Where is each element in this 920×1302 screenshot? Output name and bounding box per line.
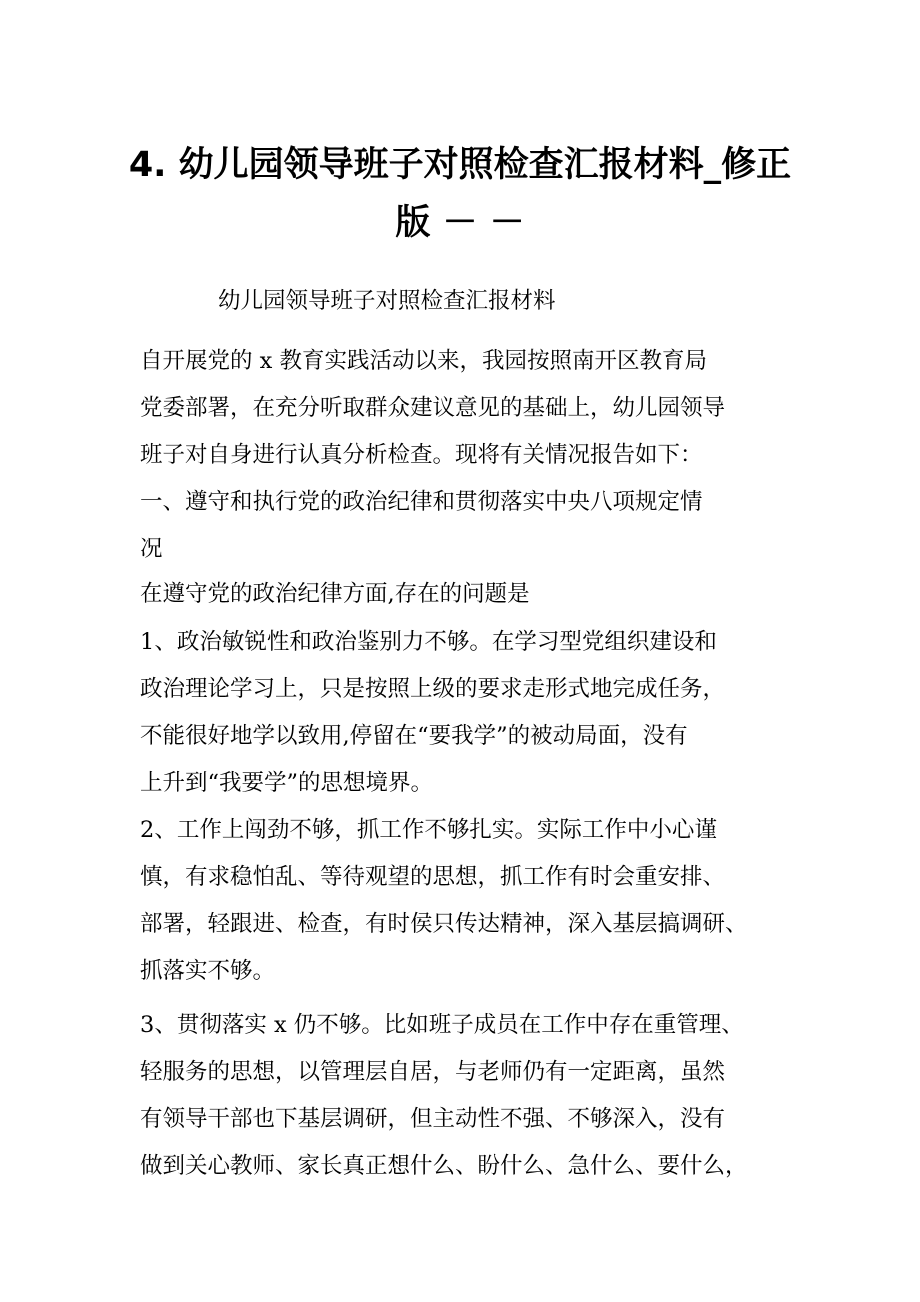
document-subtitle: 幼儿园领导班子对照检查汇报材料 bbox=[218, 288, 556, 314]
text-line: 2、工作上闯劲不够，抓工作不够扎实。实际工作中小心谨 bbox=[140, 817, 717, 843]
text-line: 1、政治敏锐性和政治鉴别力不够。在学习型党组织建设和 bbox=[140, 629, 717, 655]
text-line: 有领导干部也下基层调研，但主动性不强、不够深入，没有 bbox=[140, 1106, 726, 1132]
paragraph-issues-intro bbox=[140, 571, 790, 618]
text-line: 做到关心教师、家长真正想什么、盼什么、急什么、要什么， bbox=[140, 1153, 748, 1179]
text-line: 抓落实不够。 bbox=[140, 958, 276, 984]
text-line: 上升到“我要学”的思想境界。 bbox=[140, 770, 434, 796]
text-line: 不能很好地学以致用,停留在“要我学”的被动局面，没有 bbox=[140, 723, 688, 749]
text-line: 在遵守党的政治纪律方面,存在的问题是 bbox=[140, 581, 530, 607]
text-line: 轻服务的思想，以管理层自居，与老师仍有一定距离，虽然 bbox=[140, 1059, 726, 1085]
text-line: 政治理论学习上，只是按照上级的要求走形式地完成任务， bbox=[140, 676, 726, 702]
paragraph-item-1 bbox=[140, 619, 790, 807]
text-line: 自开展党的 x 教育实践活动以来，我园按照南开区教育局 bbox=[140, 348, 707, 374]
paragraph-item-2 bbox=[140, 807, 790, 995]
text-line: 慎，有求稳怕乱、等待观望的思想，抓工作有时会重安排、 bbox=[140, 864, 726, 890]
text-line: 一、遵守和执行党的政治纪律和贯彻落实中央八项规定情 bbox=[140, 489, 703, 515]
document-title-line-2: 版 － － bbox=[395, 203, 525, 243]
text-line: 班子对自身进行认真分析检查。现将有关情况报告如下： bbox=[140, 442, 703, 468]
text-line: 况 bbox=[140, 536, 163, 562]
text-line: 部署，轻跟进、检查，有时侯只传达精神，深入基层搞调研、 bbox=[140, 911, 748, 937]
paragraph-item-3 bbox=[140, 1002, 790, 1190]
document-title-line-1: 4. 幼儿园领导班子对照检查汇报材料_修正 bbox=[128, 145, 792, 185]
paragraph-intro bbox=[140, 338, 790, 479]
section-heading-1 bbox=[140, 479, 790, 573]
text-line: 3、贯彻落实 x 仍不够。比如班子成员在工作中存在重管理、 bbox=[140, 1012, 744, 1038]
text-line: 党委部署，在充分听取群众建议意见的基础上，幼儿园领导 bbox=[140, 395, 726, 421]
